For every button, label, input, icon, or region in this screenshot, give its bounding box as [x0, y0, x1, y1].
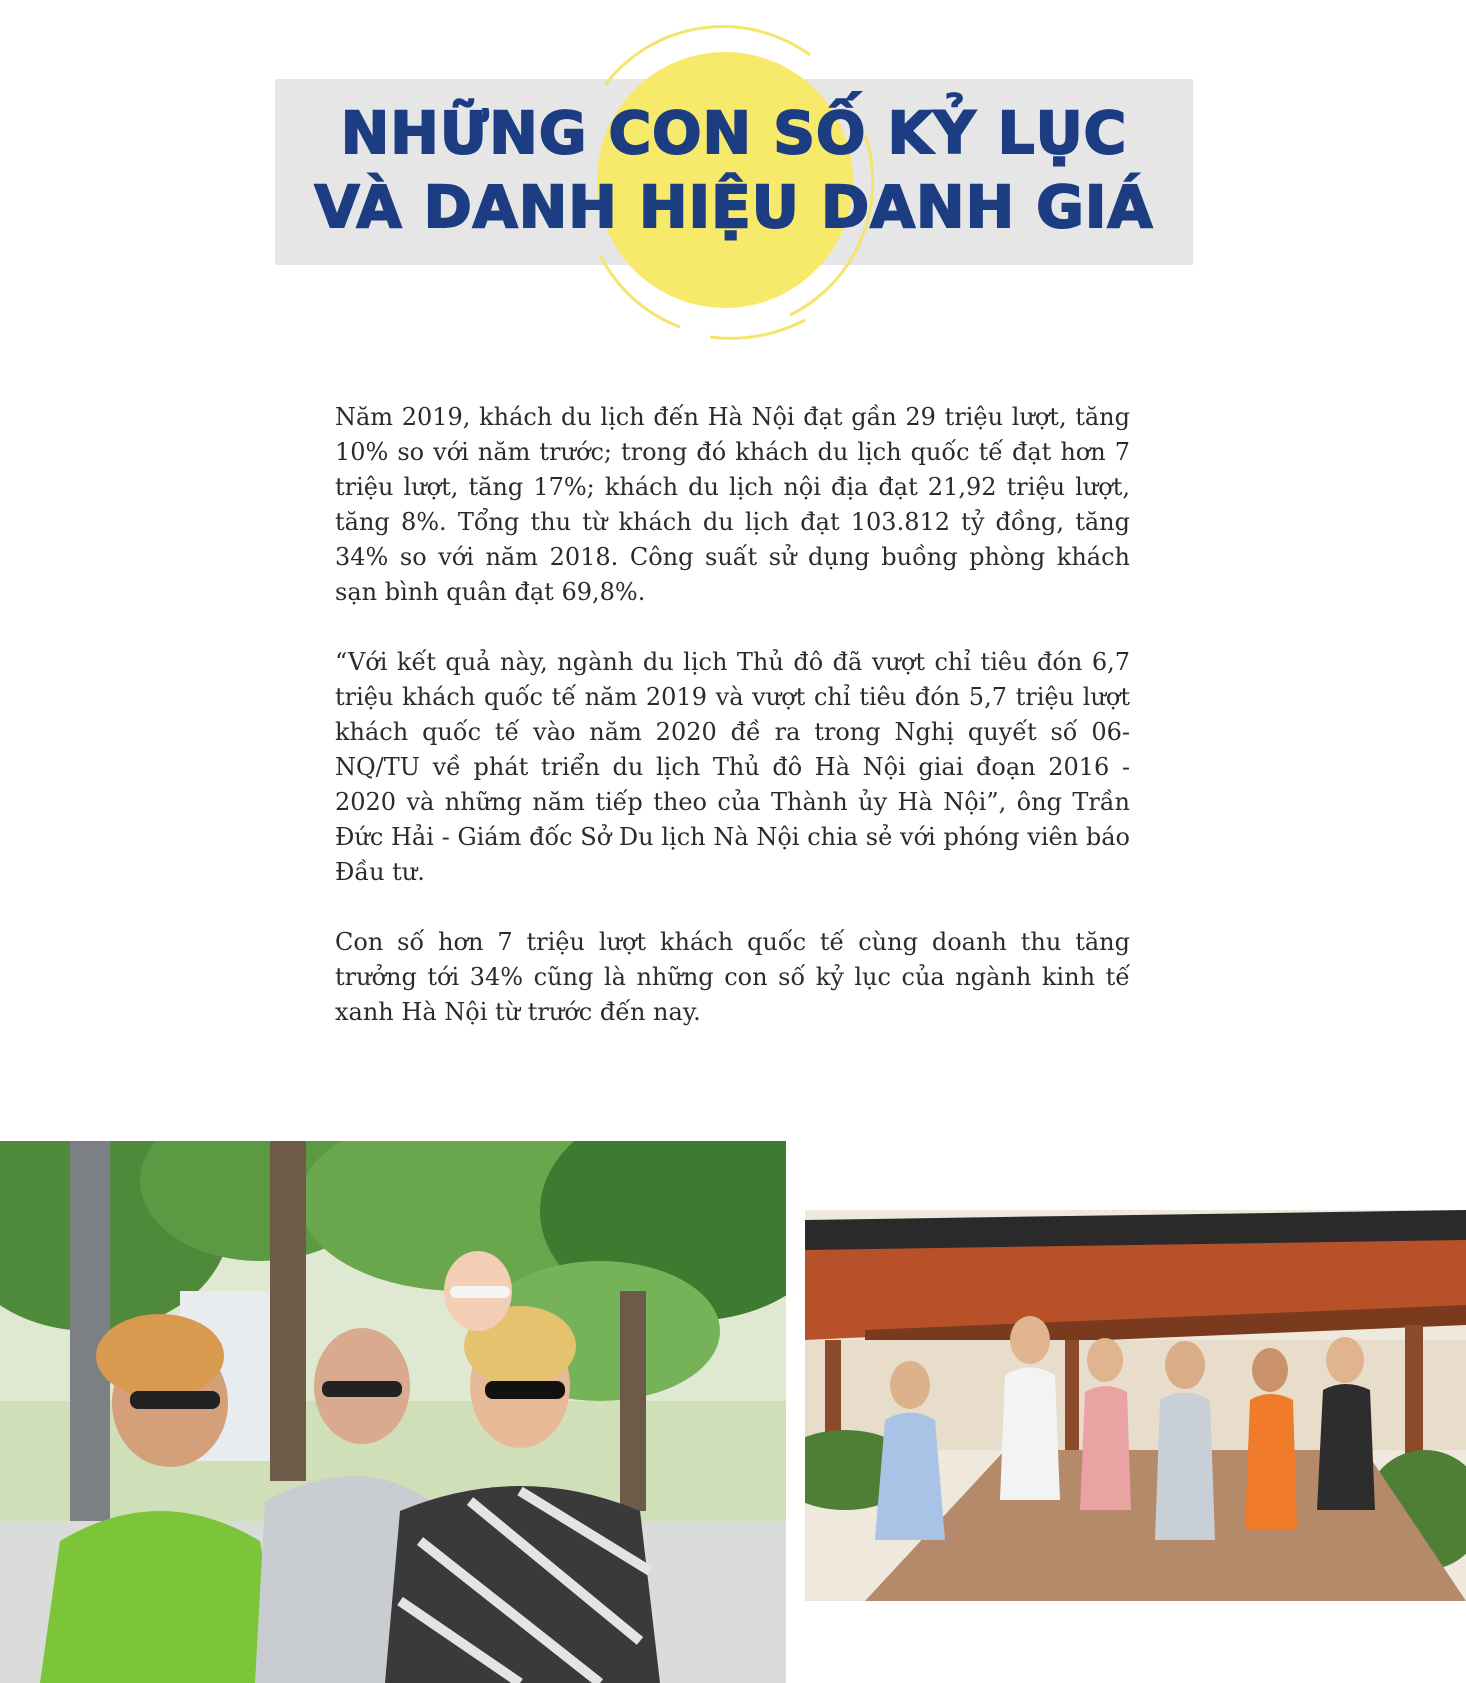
photo-tour-group-temple: [805, 1210, 1466, 1601]
paragraph-quote: “Với kết quả này, ngành du lịch Thủ đô đã vượt chỉ tiêu đón 6,7 triệu khách quốc tế năm 2019 và vượt chỉ tiêu đón 5,7 triệu lượt khách quốc tế vào năm 2020 đề ra trong Nghị quyết số 06-NQ/TU về phát triển du lịch Thủ đô Hà Nội giai đoạn 2016 - 2020 và những năm tiếp theo của Thành ủy Hà Nội”, ông Trần Đức Hải - Giám đốc Sở Du lịch Nà Nội chia sẻ với phóng viên báo Đầu tư.: [335, 648, 1130, 886]
sun-arc-outer: [710, 320, 805, 338]
photo-tourist-family: [0, 1141, 786, 1683]
photo-tour-group-illustration: [805, 1210, 1466, 1601]
paragraph-statistics: Năm 2019, khách du lịch đến Hà Nội đạt gần 29 triệu lượt, tăng 10% so với năm trước; trong đó khách du lịch quốc tế đạt hơn 7 triệu lượt, tăng 17%; khách du lịch nội địa đạt 21,92 triệu lượt, tăng 8%. Tổng thu từ khách du lịch đạt 103.812 tỷ đồng, tăng 34% so với năm 2018. Công suất sử dụng buồng phòng khách sạn bình quân đạt 69,8%.: [335, 403, 1130, 606]
photo-tourist-family-illustration: [0, 1141, 786, 1683]
title-line-1: NHỮNG CON SỐ KỶ LỤC: [340, 99, 1128, 167]
article-body: [335, 400, 1130, 1065]
title-line-2: VÀ DANH HIỆU DANH GIÁ: [314, 173, 1154, 241]
paragraph-records: Con số hơn 7 triệu lượt khách quốc tế cùng doanh thu tăng trưởng tới 34% cũng là những con số kỷ lục của ngành kinh tế xanh Hà Nội từ trước đến nay.: [335, 928, 1130, 1026]
page-title: [275, 96, 1193, 244]
